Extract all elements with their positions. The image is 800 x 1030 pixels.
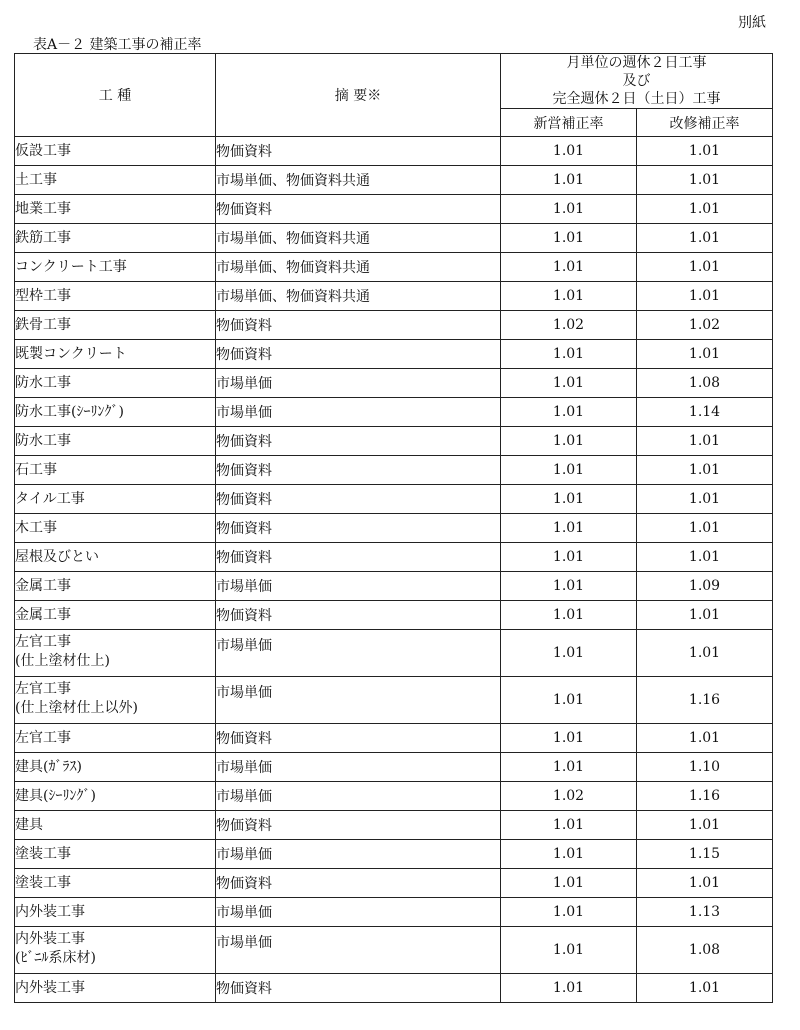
cell-kaishu-rate: 1.08 <box>637 369 773 398</box>
table-row <box>15 572 773 601</box>
koshu-text: 建具(ｶﾞﾗｽ) <box>15 758 82 775</box>
koshu-text: 型枠工事 <box>15 287 71 304</box>
cell-tekiyo: 市場単価 <box>216 677 501 724</box>
table-row <box>15 898 773 927</box>
cell-kaishu-rate: 1.14 <box>637 398 773 427</box>
cell-tekiyo: 市場単価 <box>216 898 501 927</box>
koshu-text: 鉄筋工事 <box>15 229 71 246</box>
cell-tekiyo: 市場単価 <box>216 927 501 974</box>
cell-koshu <box>15 369 216 398</box>
cell-tekiyo: 市場単価 <box>216 398 501 427</box>
header-group-line1: 月単位の週休２日工事 <box>566 55 707 71</box>
cell-koshu <box>15 782 216 811</box>
cell-shinei-rate: 1.01 <box>501 898 637 927</box>
koshu-text: 地業工事 <box>15 200 71 217</box>
cell-tekiyo: 市場単価 <box>216 753 501 782</box>
koshu-text: 既製コンクリート <box>15 345 127 362</box>
cell-shinei-rate: 1.01 <box>501 811 637 840</box>
cell-kaishu-rate: 1.01 <box>637 724 773 753</box>
cell-kaishu-rate: 1.13 <box>637 898 773 927</box>
cell-tekiyo: 市場単価、物価資料共通 <box>216 224 501 253</box>
koshu-text: 防水工事 <box>15 374 71 391</box>
table-row <box>15 840 773 869</box>
cell-shinei-rate: 1.01 <box>501 630 637 677</box>
cell-kaishu-rate: 1.01 <box>637 869 773 898</box>
table-row <box>15 974 773 1003</box>
cell-koshu <box>15 753 216 782</box>
cell-kaishu-rate: 1.09 <box>637 572 773 601</box>
cell-tekiyo: 物価資料 <box>216 456 501 485</box>
cell-shinei-rate: 1.01 <box>501 724 637 753</box>
cell-tekiyo: 市場単価、物価資料共通 <box>216 253 501 282</box>
koshu-text: 石工事 <box>15 461 57 478</box>
cell-shinei-rate: 1.01 <box>501 427 637 456</box>
cell-shinei-rate: 1.01 <box>501 137 637 166</box>
cell-kaishu-rate: 1.01 <box>637 137 773 166</box>
table-row <box>15 601 773 630</box>
cell-kaishu-rate: 1.15 <box>637 840 773 869</box>
koshu-text: 木工事 <box>15 519 57 536</box>
cell-tekiyo: 物価資料 <box>216 340 501 369</box>
cell-shinei-rate: 1.02 <box>501 782 637 811</box>
cell-kaishu-rate: 1.01 <box>637 253 773 282</box>
cell-koshu <box>15 869 216 898</box>
cell-shinei-rate: 1.01 <box>501 485 637 514</box>
cell-koshu <box>15 840 216 869</box>
table-body <box>15 137 773 1003</box>
cell-koshu <box>15 282 216 311</box>
cell-kaishu-rate: 1.01 <box>637 166 773 195</box>
table-row <box>15 811 773 840</box>
cell-koshu <box>15 898 216 927</box>
cell-tekiyo: 市場単価、物価資料共通 <box>216 282 501 311</box>
table-row <box>15 514 773 543</box>
cell-tekiyo: 物価資料 <box>216 137 501 166</box>
cell-shinei-rate: 1.01 <box>501 572 637 601</box>
table-row <box>15 782 773 811</box>
cell-shinei-rate: 1.01 <box>501 543 637 572</box>
header-shinei: 新営補正率 <box>501 109 637 137</box>
cell-kaishu-rate: 1.16 <box>637 782 773 811</box>
cell-tekiyo: 物価資料 <box>216 311 501 340</box>
header-koshu: 工 種 <box>15 54 216 137</box>
table-row <box>15 195 773 224</box>
cell-shinei-rate: 1.01 <box>501 601 637 630</box>
koshu-text: 塗装工事 <box>15 845 71 862</box>
cell-tekiyo: 物価資料 <box>216 869 501 898</box>
cell-shinei-rate: 1.01 <box>501 340 637 369</box>
cell-koshu <box>15 340 216 369</box>
cell-tekiyo: 物価資料 <box>216 724 501 753</box>
cell-kaishu-rate: 1.16 <box>637 677 773 724</box>
table-row <box>15 137 773 166</box>
cell-shinei-rate: 1.01 <box>501 753 637 782</box>
cell-koshu <box>15 724 216 753</box>
cell-kaishu-rate: 1.01 <box>637 456 773 485</box>
cell-tekiyo: 物価資料 <box>216 811 501 840</box>
koshu-text: 内外装工事 <box>15 931 85 947</box>
cell-tekiyo: 物価資料 <box>216 427 501 456</box>
koshu-text: 内外装工事 <box>15 979 85 996</box>
cell-tekiyo: 市場単価 <box>216 369 501 398</box>
cell-koshu <box>15 514 216 543</box>
cell-shinei-rate: 1.01 <box>501 840 637 869</box>
koshu-text: 金属工事 <box>15 577 71 594</box>
cell-shinei-rate: 1.01 <box>501 398 637 427</box>
koshu-subtext: (仕上塗材仕上) <box>15 653 110 669</box>
cell-koshu <box>15 137 216 166</box>
cell-koshu <box>15 195 216 224</box>
cell-koshu <box>15 974 216 1003</box>
attachment-label: 別紙 <box>738 15 766 31</box>
koshu-subtext: (ﾋﾞﾆﾙ系床材) <box>15 950 96 966</box>
header-group-line2: 及び <box>622 73 651 89</box>
table-row <box>15 485 773 514</box>
cell-shinei-rate: 1.01 <box>501 456 637 485</box>
koshu-text: コンクリート工事 <box>15 258 127 275</box>
koshu-text: 防水工事 <box>15 432 71 449</box>
cell-kaishu-rate: 1.01 <box>637 630 773 677</box>
cell-shinei-rate: 1.01 <box>501 514 637 543</box>
cell-koshu <box>15 398 216 427</box>
cell-tekiyo: 市場単価 <box>216 572 501 601</box>
cell-kaishu-rate: 1.02 <box>637 311 773 340</box>
table-row <box>15 456 773 485</box>
cell-tekiyo: 物価資料 <box>216 601 501 630</box>
table-row <box>15 398 773 427</box>
table-row <box>15 677 773 724</box>
cell-shinei-rate: 1.01 <box>501 677 637 724</box>
cell-kaishu-rate: 1.01 <box>637 195 773 224</box>
koshu-text: 建具 <box>15 816 43 833</box>
cell-tekiyo: 市場単価 <box>216 782 501 811</box>
cell-kaishu-rate: 1.01 <box>637 543 773 572</box>
table-row <box>15 927 773 974</box>
cell-tekiyo: 物価資料 <box>216 195 501 224</box>
cell-shinei-rate: 1.02 <box>501 311 637 340</box>
cell-tekiyo: 市場単価 <box>216 840 501 869</box>
cell-koshu <box>15 543 216 572</box>
koshu-text: 屋根及びとい <box>15 548 99 565</box>
header-tekiyo: 摘 要※ <box>216 54 501 137</box>
cell-koshu <box>15 253 216 282</box>
correction-rate-table <box>14 53 773 1003</box>
cell-tekiyo: 物価資料 <box>216 543 501 572</box>
cell-kaishu-rate: 1.01 <box>637 427 773 456</box>
koshu-text: 建具(ｼｰﾘﾝｸﾞ) <box>15 787 96 804</box>
table-row <box>15 166 773 195</box>
cell-koshu <box>15 677 216 724</box>
cell-tekiyo: 物価資料 <box>216 974 501 1003</box>
header-group-line3: 完全週休２日（土日）工事 <box>552 91 721 107</box>
table-row <box>15 282 773 311</box>
cell-shinei-rate: 1.01 <box>501 974 637 1003</box>
koshu-text: 塗装工事 <box>15 874 71 891</box>
koshu-text: 金属工事 <box>15 606 71 623</box>
table-row <box>15 340 773 369</box>
cell-kaishu-rate: 1.01 <box>637 485 773 514</box>
cell-koshu <box>15 811 216 840</box>
koshu-text: 左官工事 <box>15 634 71 650</box>
cell-kaishu-rate: 1.01 <box>637 811 773 840</box>
header-group <box>501 54 773 109</box>
cell-koshu <box>15 927 216 974</box>
cell-shinei-rate: 1.01 <box>501 253 637 282</box>
cell-koshu <box>15 630 216 677</box>
koshu-text: 左官工事 <box>15 729 71 746</box>
koshu-text: タイル工事 <box>15 490 85 507</box>
cell-koshu <box>15 427 216 456</box>
table-row <box>15 224 773 253</box>
table-row <box>15 369 773 398</box>
table-row <box>15 869 773 898</box>
cell-koshu <box>15 572 216 601</box>
koshu-text: 鉄骨工事 <box>15 316 71 333</box>
table-row <box>15 724 773 753</box>
koshu-text: 内外装工事 <box>15 903 85 920</box>
cell-shinei-rate: 1.01 <box>501 224 637 253</box>
koshu-subtext: (仕上塗材仕上以外) <box>15 700 138 716</box>
cell-shinei-rate: 1.01 <box>501 195 637 224</box>
cell-koshu <box>15 224 216 253</box>
cell-shinei-rate: 1.01 <box>501 166 637 195</box>
cell-tekiyo: 市場単価、物価資料共通 <box>216 166 501 195</box>
koshu-text: 左官工事 <box>15 681 71 697</box>
cell-koshu <box>15 456 216 485</box>
cell-koshu <box>15 485 216 514</box>
cell-tekiyo: 市場単価 <box>216 630 501 677</box>
table-row <box>15 543 773 572</box>
cell-kaishu-rate: 1.10 <box>637 753 773 782</box>
cell-kaishu-rate: 1.01 <box>637 224 773 253</box>
cell-shinei-rate: 1.01 <box>501 927 637 974</box>
table-caption: 表A－２ 建築工事の補正率 <box>33 37 202 53</box>
cell-kaishu-rate: 1.01 <box>637 974 773 1003</box>
table-row <box>15 630 773 677</box>
cell-kaishu-rate: 1.01 <box>637 514 773 543</box>
cell-koshu <box>15 166 216 195</box>
koshu-text: 土工事 <box>15 171 57 188</box>
table-row <box>15 311 773 340</box>
cell-koshu <box>15 601 216 630</box>
header-kaishu: 改修補正率 <box>637 109 773 137</box>
cell-tekiyo: 物価資料 <box>216 514 501 543</box>
table-row <box>15 427 773 456</box>
table-row <box>15 253 773 282</box>
cell-shinei-rate: 1.01 <box>501 369 637 398</box>
koshu-text: 防水工事(ｼｰﾘﾝｸﾞ) <box>15 403 124 420</box>
cell-koshu <box>15 311 216 340</box>
table-row <box>15 753 773 782</box>
cell-kaishu-rate: 1.01 <box>637 601 773 630</box>
cell-kaishu-rate: 1.08 <box>637 927 773 974</box>
cell-tekiyo: 物価資料 <box>216 485 501 514</box>
cell-kaishu-rate: 1.01 <box>637 340 773 369</box>
cell-shinei-rate: 1.01 <box>501 282 637 311</box>
koshu-text: 仮設工事 <box>15 142 71 159</box>
cell-kaishu-rate: 1.01 <box>637 282 773 311</box>
cell-shinei-rate: 1.01 <box>501 869 637 898</box>
